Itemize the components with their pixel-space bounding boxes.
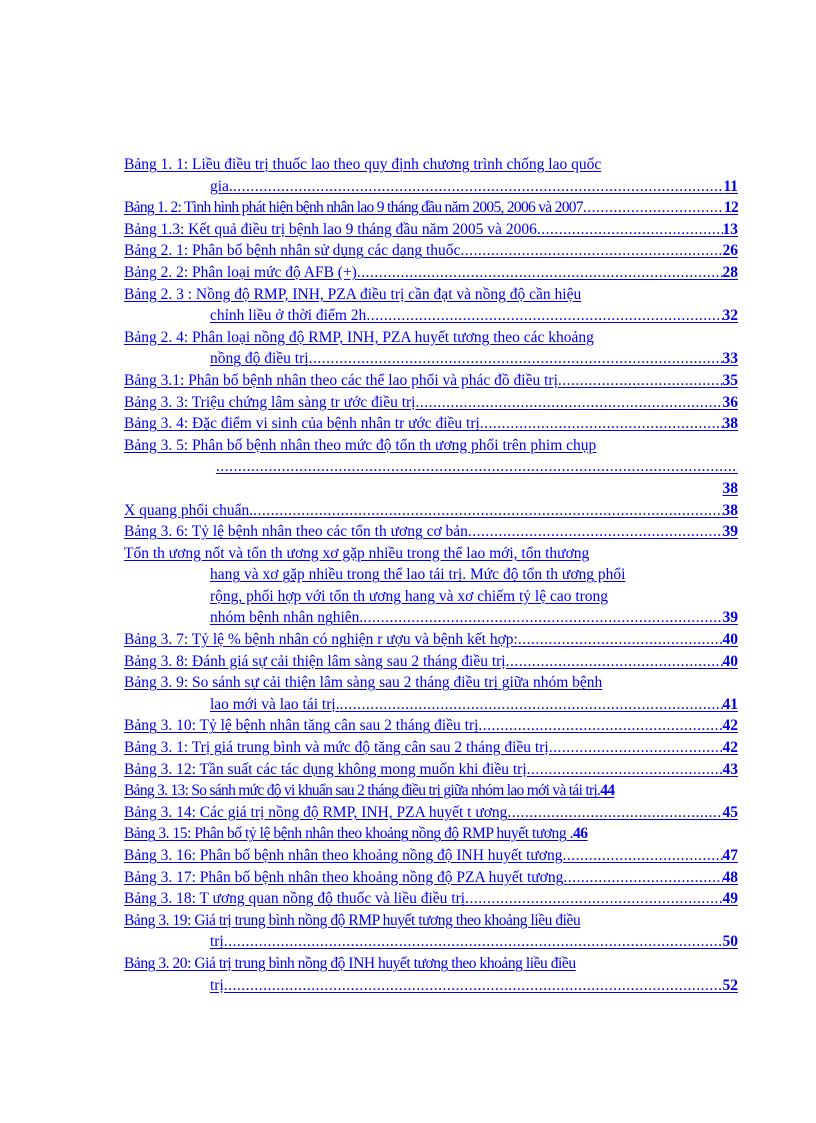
leader-dots	[224, 931, 723, 953]
toc-entry-bang-1-2[interactable]	[124, 197, 738, 219]
page-number: 49	[722, 890, 738, 908]
page-number: 43	[722, 760, 738, 778]
toc-entry-ton-thuong[interactable]	[124, 543, 738, 629]
page-number: 38	[722, 479, 738, 497]
toc-entry-bang-2-4[interactable]	[124, 327, 738, 370]
toc-entry-text: Bảng 2. 2: Phân loại mức độ AFB (+)	[124, 263, 357, 281]
toc-entry-bang-3-20[interactable]	[124, 953, 738, 996]
page-number: 12	[723, 199, 738, 217]
toc-entry-text: Bảng 3. 13: So sánh mức độ vi khuẩn sau 2 tháng điều trị giữa nhóm lao mới và tái trị.	[124, 782, 601, 800]
toc-entry-text: Bảng 3. 6: Tỷ lệ bệnh nhân theo các tổn th ương cơ bản	[124, 523, 468, 541]
toc-entry-bang-3-5[interactable]	[124, 435, 738, 500]
toc-entry-text: chỉnh liều ở thời điểm 2h	[210, 307, 367, 325]
page-number: 33	[722, 350, 738, 368]
toc-entry-text: Bảng 1.3: Kết quả điều trị bệnh lao 9 tháng đầu năm 2005 và 2006	[124, 220, 537, 238]
page-number: 39	[722, 523, 738, 541]
leader-dots	[478, 715, 722, 737]
toc-entry-text: Bảng 3.1: Phân bố bệnh nhân theo các thể lao phổi và phác đồ điều trị	[124, 371, 558, 389]
leader-dots	[558, 370, 723, 392]
toc-entry-text: Bảng 3. 12: Tần suất các tác dụng không mong muốn khi điều trị	[124, 760, 527, 778]
toc-entry-text: gia.	[210, 177, 233, 195]
table-of-tables	[124, 154, 738, 996]
page-number: 42	[722, 739, 738, 757]
toc-entry-bang-3-17[interactable]	[124, 867, 738, 889]
toc-entry-text: Bảng 3. 7: Tỷ lệ % bệnh nhân có nghiện r ượu và bệnh kết hợp:	[124, 631, 518, 649]
toc-entry-text: Bảng 3. 19: Giá trị trung bình nồng độ RMP huyết tương theo khoảng liều điều	[124, 911, 581, 929]
toc-entry-bang-3-6[interactable]	[124, 521, 738, 543]
leader-dots	[224, 975, 723, 997]
toc-entry-text: nhóm bệnh nhân nghiên.	[210, 609, 364, 627]
leader-dots	[309, 348, 723, 370]
toc-entry-text: Bảng 3. 16: Phân bố bệnh nhân theo khoảng nồng độ INH huyết tương	[124, 847, 563, 864]
toc-entry-text: Bảng 3. 10: Tỷ lệ bệnh nhân tăng cân sau 2 tháng điều trị	[124, 717, 479, 735]
leader-dots	[480, 413, 723, 435]
page-number: 48	[722, 868, 738, 886]
toc-entry-text: Tổn th ương nốt và tổn th ương xơ gặp nhiều trong thể lao mới, tổn thương	[124, 544, 590, 562]
leader-dots	[465, 888, 722, 910]
toc-entry-text: X quang phổi chuẩn.	[124, 501, 254, 519]
toc-entry-bang-2-3[interactable]	[124, 284, 738, 327]
leader-dots	[340, 694, 723, 716]
leader-dots	[507, 802, 722, 824]
page-number: 40	[722, 652, 738, 670]
toc-entry-bang-3-12[interactable]	[124, 759, 738, 781]
toc-entry-text: Bảng 3. 17: Phân bố bệnh nhân theo khoảng nồng độ PZA huyết tương	[124, 868, 564, 886]
leader-dots	[233, 176, 724, 198]
page-number: 13	[722, 220, 738, 238]
page-number: 36	[722, 393, 738, 411]
toc-entry-text: Bảng 3. 4: Đặc điểm vi sinh của bệnh nhân tr ước điều trị	[124, 415, 480, 433]
page-number: 52	[722, 976, 738, 994]
page-number: 26	[722, 242, 738, 260]
page-number: 38	[722, 415, 738, 433]
toc-entry-bang-3-19[interactable]	[124, 910, 738, 953]
toc-entry-text: Bảng 2. 4: Phân loại nồng độ RMP, INH, PZA huyết tương theo các khoảng	[124, 328, 594, 346]
leader-dots	[460, 240, 722, 262]
leader-dots	[563, 867, 722, 889]
leader-dots	[216, 456, 738, 478]
toc-entry-bang-1-3[interactable]	[124, 219, 738, 241]
toc-entry-bang-2-2[interactable]	[124, 262, 738, 284]
leader-dots	[363, 607, 722, 629]
page-number: 11	[723, 177, 738, 195]
leader-dots	[563, 845, 723, 867]
toc-entry-bang-3-3[interactable]	[124, 392, 738, 414]
toc-entry-text: nồng độ điều trị	[210, 350, 309, 368]
leader-dots	[583, 197, 724, 219]
toc-entry-bang-3-8[interactable]	[124, 651, 738, 673]
leader-dots	[366, 305, 722, 327]
toc-entry-text: Bảng 1. 2: Tình hình phát hiện bệnh nhân lao 9 tháng đầu năm 2005, 2006 và 2007	[124, 199, 583, 217]
toc-entry-text: Bảng 3. 1: Trị giá trung bình và mức độ tăng cân sau 2 tháng điều trị	[124, 739, 549, 757]
page-number: 38	[722, 501, 738, 519]
toc-entry-text: rộng, phối hợp với tổn th ương hang và xơ chiếm tỷ lệ cao trong	[210, 587, 609, 605]
leader-dots	[537, 219, 723, 241]
page-number: 40	[722, 631, 738, 649]
leader-dots	[415, 392, 722, 414]
toc-entry-text: Bảng 2. 1: Phân bố bệnh nhân sử dụng các dạng thuốc	[124, 242, 461, 260]
toc-entry-bang-3-7[interactable]	[124, 629, 738, 651]
page-number: 35	[722, 371, 738, 389]
toc-entry-text: lao mới và lao tái trị.	[210, 695, 340, 713]
toc-entry-text: Bảng 1. 1: Liều điều trị thuốc lao theo quy định chương trình chống lao quốc	[124, 156, 602, 173]
toc-entry-bang-3-10[interactable]	[124, 715, 738, 737]
toc-entry-text: hang và xơ gặp nhiều trong thể lao tái trị. Mức độ tổn th ương phổi	[210, 566, 626, 584]
toc-entry-text: Bảng 3. 15: Phân bố tỷ lệ bệnh nhân theo khoảng nồng độ RMP huyết tương .	[124, 825, 573, 843]
leader-dots	[253, 500, 722, 522]
page-number: 44	[600, 782, 615, 800]
page-number: 46	[573, 825, 588, 843]
toc-entry-bang-3-18[interactable]	[124, 888, 738, 910]
toc-entry-bang-3-11[interactable]	[124, 737, 738, 759]
page-number: 47	[722, 847, 738, 864]
leader-dots	[549, 737, 723, 759]
toc-entry-text: Bảng 3. 3: Triệu chứng lâm sàng tr ước điều trị	[124, 393, 416, 411]
toc-entry-text: Bảng 3. 8: Đánh giá sự cải thiện lâm sàng sau 2 tháng điều trị	[124, 652, 506, 670]
toc-entry-bang-1-1[interactable]	[124, 154, 738, 197]
toc-entry-bang-3-9[interactable]	[124, 672, 738, 715]
toc-entry-bang-3-4[interactable]	[124, 413, 738, 435]
leader-dots	[506, 651, 723, 673]
toc-entry-text: Bảng 3. 20: Giá trị trung bình nồng độ INH huyết tương theo khoảng liều điều	[124, 954, 576, 972]
toc-entry-text: trị	[210, 933, 224, 951]
leader-dots	[468, 521, 723, 543]
toc-entry-text: Bảng 3. 5: Phân bố bệnh nhân theo mức độ tổn th ương phổi trên phim chụp	[124, 436, 597, 454]
toc-entry-text: Bảng 2. 3 : Nồng độ RMP, INH, PZA điều trị cần đạt và nồng độ cần hiệu	[124, 285, 582, 303]
toc-entry-bang-3-15[interactable]	[124, 823, 738, 845]
leader-dots	[518, 629, 723, 651]
page-number: 41	[722, 695, 738, 713]
leader-dots	[357, 262, 723, 284]
toc-entry-text: Bảng 3. 9: So sánh sự cải thiện lâm sàng sau 2 tháng điều trị giữa nhóm bệnh	[124, 674, 603, 692]
toc-entry-bang-3-13[interactable]	[124, 780, 738, 802]
toc-entry-text: Bảng 3. 18: T ương quan nồng độ thuốc và liều điều trị	[124, 890, 466, 908]
page-number: 42	[722, 717, 738, 735]
toc-entry-text: Bảng 3. 14: Các giá trị nồng độ RMP, INH, PZA huyết t ương	[124, 803, 508, 821]
toc-entry-x-quang[interactable]	[124, 500, 738, 522]
toc-entry-bang-3-16[interactable]	[124, 845, 738, 867]
page-number: 28	[722, 263, 738, 281]
toc-entry-bang-2-1[interactable]	[124, 240, 738, 262]
toc-entry-bang-3-14[interactable]	[124, 802, 738, 824]
page-number: 45	[722, 803, 738, 821]
page-number: 50	[722, 933, 738, 951]
page-number: 32	[722, 307, 738, 325]
toc-entry-bang-3-1[interactable]	[124, 370, 738, 392]
toc-entry-text: trị	[210, 976, 224, 994]
leader-dots	[527, 759, 723, 781]
page-number: 39	[722, 609, 738, 627]
